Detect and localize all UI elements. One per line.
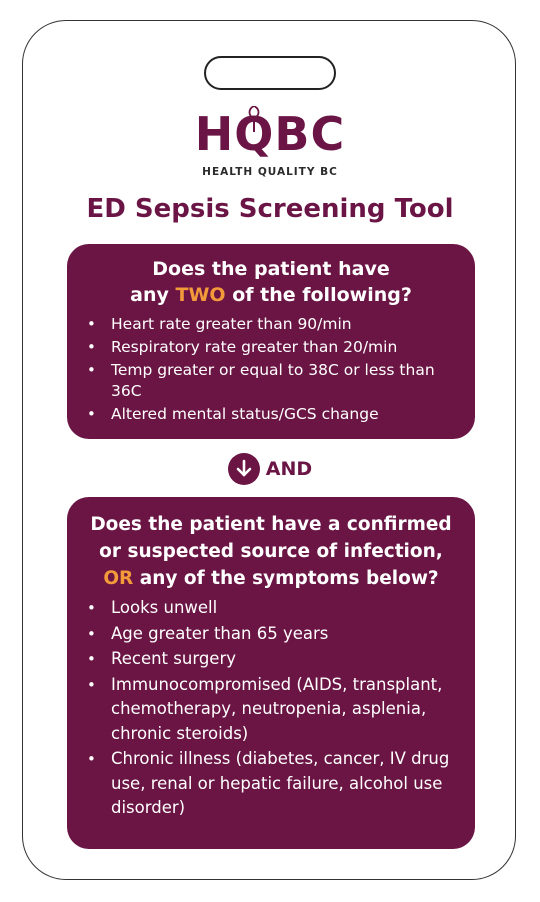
bullet-icon: • bbox=[87, 599, 96, 617]
accent-or: OR bbox=[103, 568, 134, 589]
list-item: • Immunocompromised (AIDS, transplant, chemotherapy, neutropenia, asplenia, chronic steroids) bbox=[87, 674, 443, 743]
list-item: • Heart rate greater than 90/min bbox=[87, 315, 352, 333]
logo-letters-bc: BC bbox=[274, 107, 346, 161]
and-label: AND bbox=[265, 458, 313, 480]
arrow-down-circle-icon bbox=[228, 453, 260, 485]
and-connector bbox=[0, 452, 540, 486]
bullet-icon: • bbox=[87, 650, 96, 668]
leaf-icon bbox=[246, 106, 262, 132]
list-item: • Looks unwell bbox=[67, 596, 475, 621]
list-item: • Age greater than 65 years bbox=[67, 622, 475, 647]
logo-letter-h: H bbox=[194, 107, 235, 161]
list-item: • Respiratory rate greater than 20/min bbox=[87, 338, 398, 356]
list-item: • Chronic illness (diabetes, cancer, IV drug use, renal or hepatic failure, alcohol use disorder) bbox=[87, 749, 450, 817]
bullet-icon: • bbox=[87, 750, 96, 768]
symptom-list bbox=[67, 596, 475, 821]
bullet-icon: • bbox=[87, 675, 96, 694]
criteria-list bbox=[67, 314, 475, 425]
logo-tagline: HEALTH QUALITY BC bbox=[202, 166, 338, 178]
bullet-icon: • bbox=[87, 315, 96, 333]
bullet-icon: • bbox=[87, 338, 96, 356]
list-item: • Recent surgery bbox=[67, 647, 475, 672]
bullet-icon: • bbox=[87, 624, 96, 643]
criteria-panel-sirs bbox=[67, 244, 475, 439]
page-title: ED Sepsis Screening Tool bbox=[86, 194, 454, 224]
logo-letter-q: Q bbox=[234, 107, 275, 161]
hqbc-logo bbox=[0, 108, 540, 160]
bullet-icon: • bbox=[87, 361, 96, 379]
accent-two: TWO bbox=[175, 284, 226, 306]
list-item: • Altered mental status/GCS change bbox=[87, 405, 379, 423]
criteria-panel-infection bbox=[67, 497, 475, 849]
list-item: • Temp greater or equal to 38C or less than 36C bbox=[87, 361, 435, 400]
lanyard-slot bbox=[204, 56, 336, 90]
criteria-heading: Does the patient have any TWO of the following? bbox=[130, 258, 412, 306]
infection-heading: Does the patient have a confirmed or suspected source of infection, OR any of the symptoms below? bbox=[90, 514, 452, 589]
bullet-icon: • bbox=[87, 405, 96, 423]
